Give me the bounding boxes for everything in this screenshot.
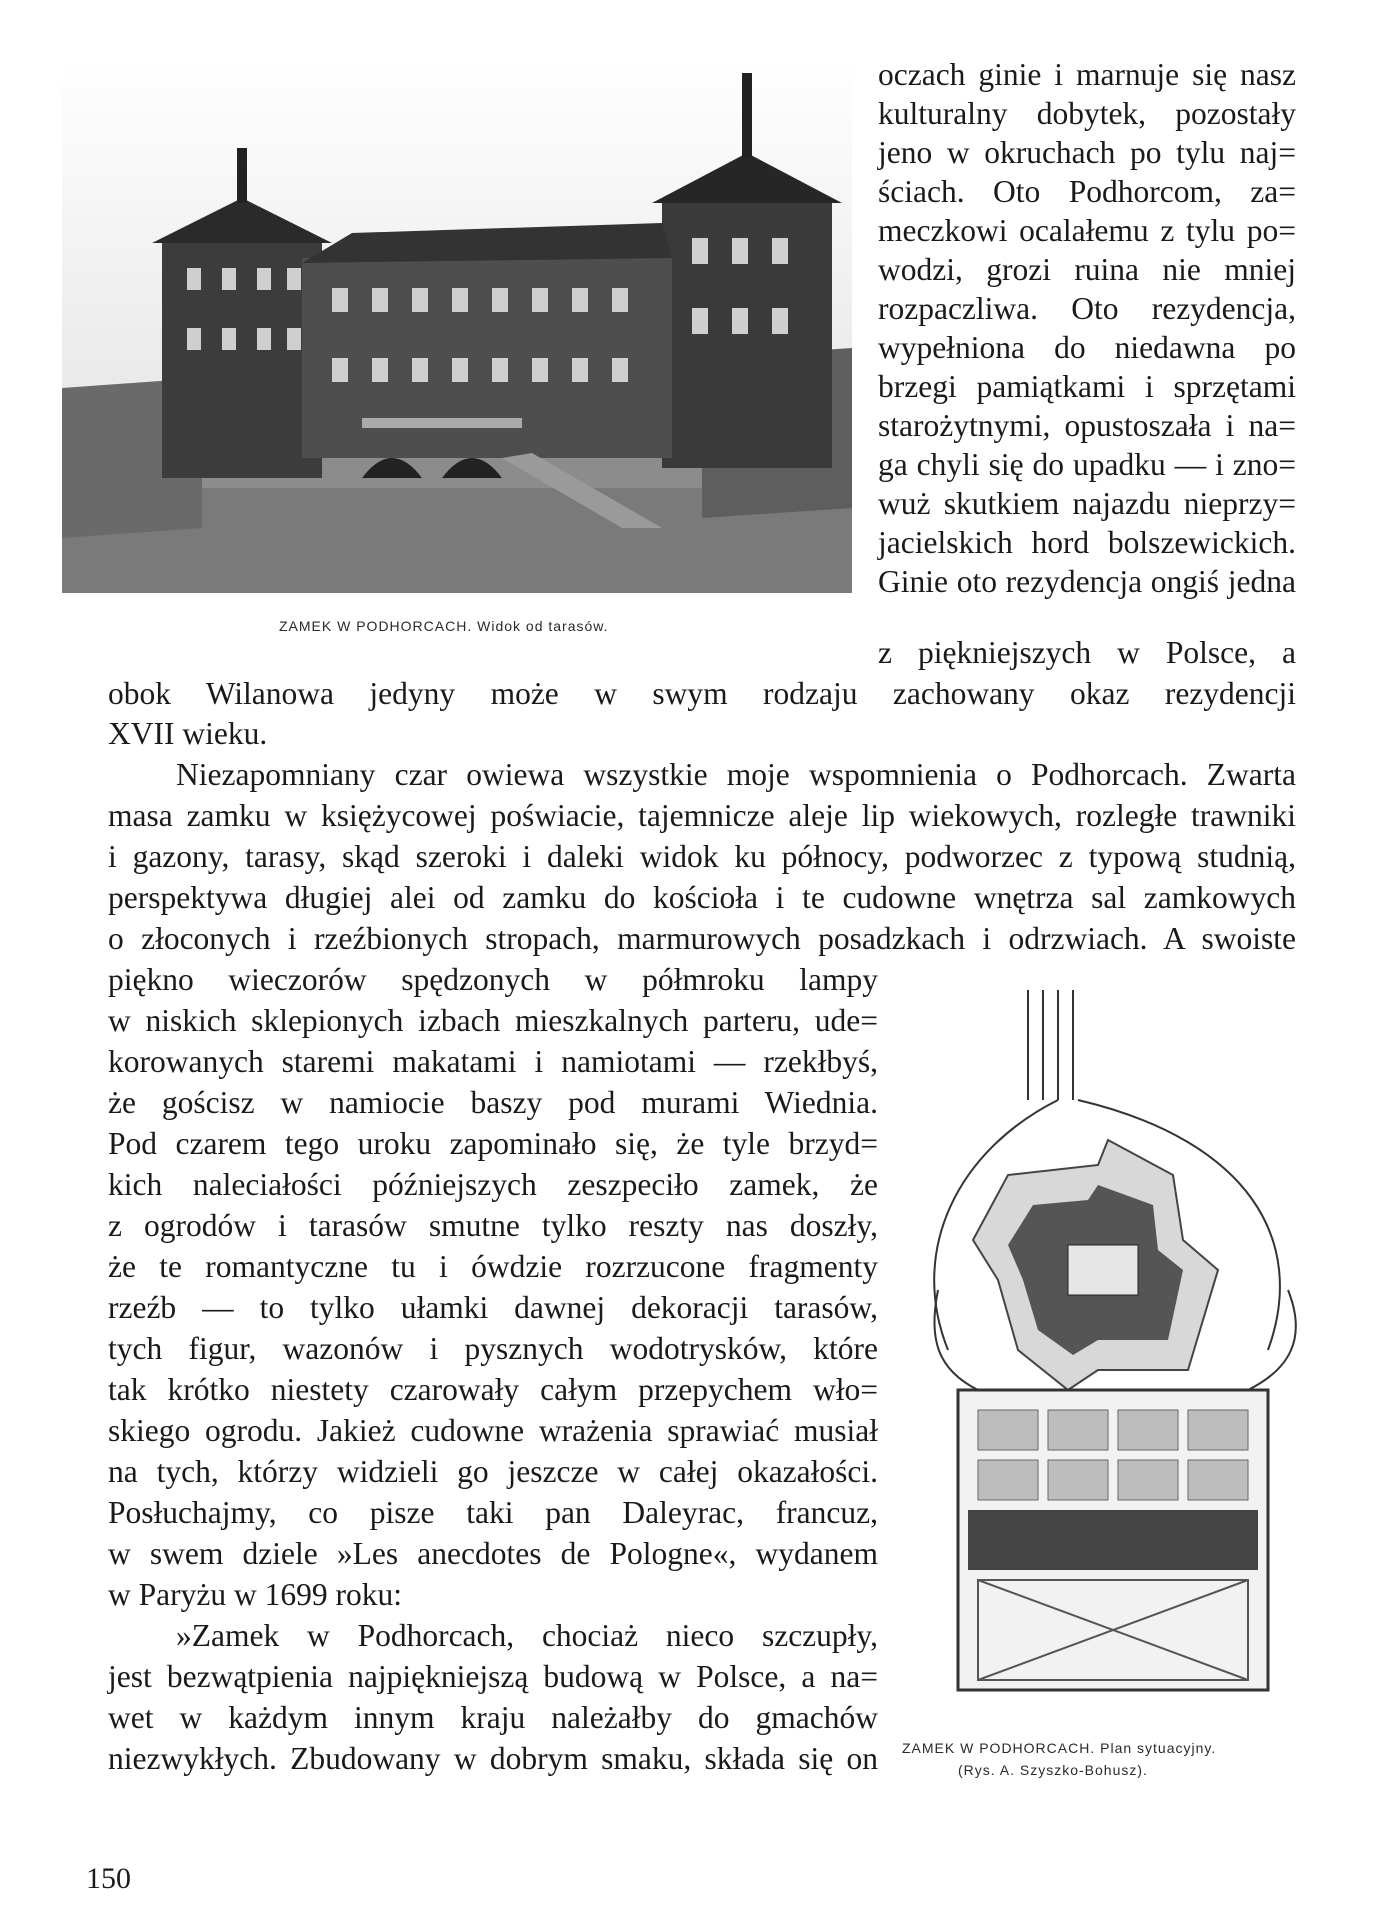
text-line: jest bezwątpienia najpiękniejszą budową w Polsce, a na=: [108, 1659, 878, 1694]
text-line: oczach ginie i marnuje się nasz: [878, 57, 1296, 92]
text-line: perspektywa długiej alei od zamku do kościoła i te cudowne wnętrza sal zamkowych: [108, 880, 1296, 915]
text-line: w Paryżu w 1699 roku:: [108, 1577, 402, 1612]
text-line: korowanych staremi makatami i namiotami — rzekłbyś,: [108, 1044, 878, 1079]
text-line: że gościsz w namiocie baszy pod murami Wiednia.: [108, 1085, 878, 1120]
text-line: piękno wieczorów spędzonych w półmroku lampy: [108, 962, 878, 997]
text-line: meczkowi ocalałemu z tylu po=: [878, 213, 1296, 248]
text-line: Posłuchajmy, co pisze taki pan Daleyrac, francuz,: [108, 1495, 878, 1530]
plan-caption-line1: ZAMEK W PODHORCACH. Plan sytuacyjny.: [902, 1740, 1217, 1756]
castle-photo: [62, 58, 852, 593]
text-line: z piękniejszych w Polsce, a: [878, 635, 1296, 670]
photo-caption: ZAMEK W PODHORCACH. Widok od tarasów.: [279, 618, 609, 634]
text-line: o złoconych i rzeźbionych stropach, marmurowych posadzkach i odrzwiach. A swoiste: [108, 921, 1296, 956]
page-number: 150: [86, 1862, 131, 1895]
text-line: XVII wieku.: [108, 716, 268, 751]
text-line: kich naleciałości późniejszych zeszpeciło zamek, że: [108, 1167, 878, 1202]
text-line: »Zamek w Podhorcach, chociaż nieco szczupły,: [176, 1618, 878, 1653]
text-line: i gazony, tarasy, skąd szeroki i daleki widok ku północy, podworzec z typową studnią,: [108, 839, 1296, 874]
text-line: masa zamku w księżycowej poświacie, tajemnicze aleje lip wiekowych, rozległe trawniki: [108, 798, 1296, 833]
text-line: jeno w okruchach po tylu naj=: [878, 135, 1296, 170]
text-line: z ogrodów i tarasów smutne tylko reszty nas doszły,: [108, 1208, 878, 1243]
text-line: ściach. Oto Podhorcom, za=: [878, 174, 1296, 209]
text-line: na tych, którzy widzieli go jeszcze w całej okazałości.: [108, 1454, 878, 1489]
text-line: rzeźb — to tylko ułamki dawnej dekoracji tarasów,: [108, 1290, 878, 1325]
text-line: że te romantyczne tu i ówdzie rozrzucone fragmenty: [108, 1249, 878, 1284]
text-line: jacielskich hord bolszewickich.: [878, 525, 1296, 560]
text-line: ga chyli się do upadku — i zno=: [878, 447, 1296, 482]
text-line: Pod czarem tego uroku zapominało się, że tyle brzyd=: [108, 1126, 878, 1161]
text-line: rozpaczliwa. Oto rezydencja,: [878, 291, 1296, 326]
text-line: wet w każdym innym kraju należałby do gmachów: [108, 1700, 878, 1735]
text-line: starożytnymi, opustoszała i na=: [878, 408, 1296, 443]
text-line: tak krótko niestety czarowały całym przepychem wło=: [108, 1372, 878, 1407]
text-line: w swem dziele »Les anecdotes de Pologne«, wydanem: [108, 1536, 878, 1571]
text-line: wodzi, grozi ruina nie mniej: [878, 252, 1296, 287]
text-line: w niskich sklepionych izbach mieszkalnych parteru, ude=: [108, 1003, 878, 1038]
text-line: obok Wilanowa jedyny może w swym rodzaju zachowany okaz rezydencji: [108, 676, 1296, 711]
text-line: wypełniona do niedawna po: [878, 330, 1296, 365]
text-line: tych figur, wazonów i pysznych wodotrysków, które: [108, 1331, 878, 1366]
text-line: niezwykłych. Zbudowany w dobrym smaku, składa się on: [108, 1741, 878, 1776]
plan-caption-line2: (Rys. A. Szyszko-Bohusz).: [958, 1762, 1148, 1778]
text-line: Ginie oto rezydencja ongiś jedna: [878, 564, 1296, 599]
site-plan: [918, 990, 1308, 1710]
text-line: brzegi pamiątkami i sprzętami: [878, 369, 1296, 404]
text-line: Niezapomniany czar owiewa wszystkie moje wspomnienia o Podhorcach. Zwarta: [176, 757, 1296, 792]
text-line: kulturalny dobytek, pozostały: [878, 96, 1296, 131]
text-line: wuż skutkiem najazdu nieprzy=: [878, 486, 1296, 521]
text-line: skiego ogrodu. Jakież cudowne wrażenia sprawiać musiał: [108, 1413, 878, 1448]
